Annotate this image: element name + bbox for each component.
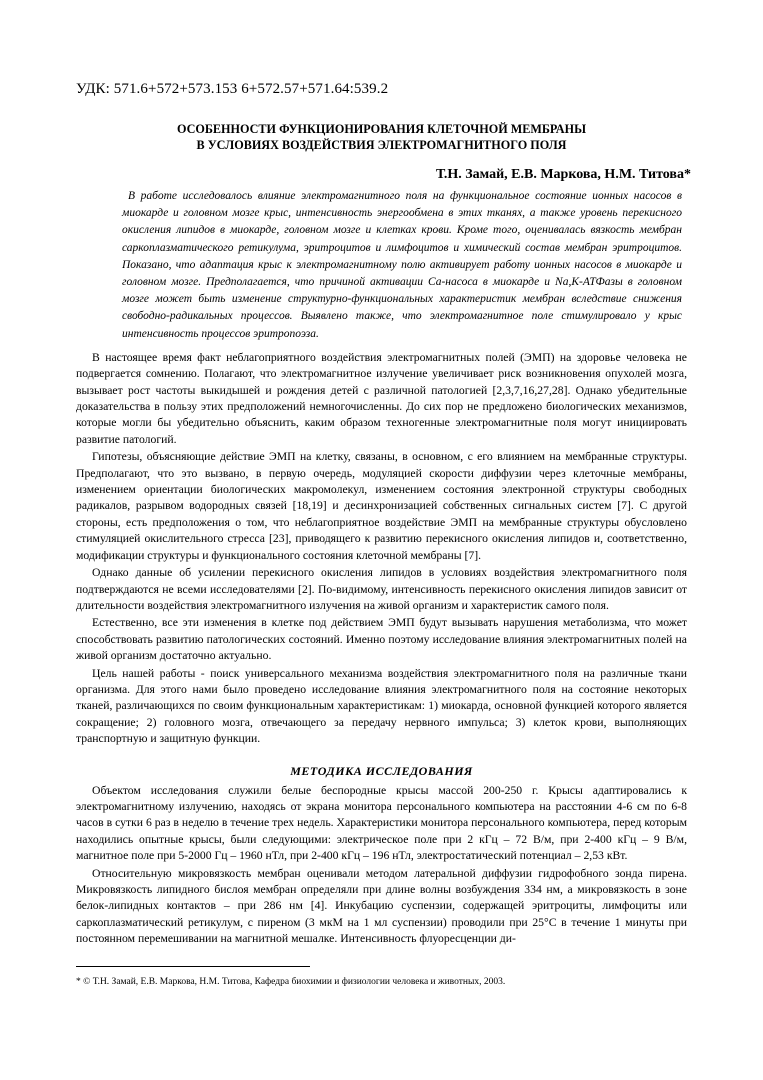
intro-paragraph-5: Цель нашей работы - поиск универсального механизма воздействия электромагнитного поля на различные ткани организма. Для этого нами было проведено исследование влияния электромагнитного поля на состояние некоторых тканей, различающихся по своим функциональным характеристикам: 1) миокарда, основной функцией которого является сокращение; 2) головного мозга, отвечающего за передачу нервного импульса; 3) клеток крови, выполняющих транспортную и защитную функции. bbox=[76, 666, 687, 746]
udk-code: УДК: 571.6+572+573.153 6+572.57+571.64:539.2 bbox=[76, 81, 389, 97]
article bbox=[76, 80, 691, 948]
abstract: В работе исследовалось влияние электромагнитного поля на функциональное состояние ионных насосов в миокарде и головном мозге крыс, интенсивность энергообмена в этих тканях, а также уровень перекисного окисления липидов в миокарде, головном мозге и клетках крови. Кроме того, оценивалась вязкость мембран саркоплазматического ретикулума, эритроцитов и лимфоцитов и химический состав мембран эритроцитов. Показано, что адаптация крыс к электромагнитному полю активирует работу ионных насосов в миокарде и головном мозге. Предполагается, что причиной активации Са-насоса в миокарде и Na,K-АТФазы в головном мозге может быть изменение структурно-функциональных характеристик мембран вследствие снижения свободно-радикальных процессов. Выявлено также, что электромагнитное поле стимулировало у крыс интенсивность процессов эритропоэза. bbox=[122, 190, 682, 340]
article-title-line-2: В УСЛОВИЯХ ВОЗДЕЙСТВИЯ ЭЛЕКТРОМАГНИТНОГО ПОЛЯ bbox=[196, 138, 567, 152]
intro-paragraph-4: Естественно, все эти изменения в клетке под действием ЭМП будут вызывать нарушения метаболизма, что может способствовать развитию патологических состояний. Именно поэтому исследование влияния электромагнитных полей на живой организм достаточно актуально. bbox=[76, 616, 687, 663]
intro-paragraph-1: В настоящее время факт неблагоприятного воздействия электромагнитных полей (ЭМП) на здоровье человека не подвергается сомнению. Полагают, что электромагнитное излучение увеличивает риск возникновения опухолей мозга, вызывает рост частоты выкидышей и рождения детей с различной патологией [2,3,7,16,27,28]. Однако убедительные доказательства в пользу этих предположений немногочисленны. До сих пор не предложено биологических механизмов, которые могли бы убедительно объяснить, каким образом техногенные электромагнитные поля могут инициировать развитие патологий. bbox=[76, 350, 687, 446]
footnote-divider bbox=[76, 966, 310, 967]
article-title-line-1: ОСОБЕННОСТИ ФУНКЦИОНИРОВАНИЯ КЛЕТОЧНОЙ МЕМБРАНЫ bbox=[176, 122, 587, 136]
methods-paragraph-1: Объектом исследования служили белые беспородные крысы массой 200-250 г. Крысы адаптировались к электромагнитному излучению, находясь от экрана монитора персонального компьютера на расстоянии 4-6 см по 6-8 часов в сутки 6 раз в неделю в течение трех недель. Характеристики монитора персонального компьютера, перед которым находились опытные крысы, были следующими: электрическое поле при 2 кГц – 72 В/м, при 2-400 кГц – 9 В/м, магнитное поле при 5-2000 Гц – 1960 нТл, при 2-400 кГц – 196 нТл, электростатический потенциал – 2,53 кВт. bbox=[76, 783, 687, 863]
authors: Т.Н. Замай, Е.В. Маркова, Н.М. Титова* bbox=[435, 167, 691, 182]
intro-paragraph-2: Гипотезы, объясняющие действие ЭМП на клетку, связаны, в основном, с его влиянием на мембранные структуры. Предполагают, что это вызвано, в первую очередь, модуляцией скорости диффузии через клеточные мембраны, изменением ориентации биологических макромолекул, изменением состояния электронной структуры свободных радикалов, разрывом водородных связей [18,19] и десинхронизацией собственных сигнальных систем [7]. С другой стороны, есть предположения о том, что неблагоприятное воздействие ЭМП на мембранные структуры обусловлено стимуляцией окислительного стресса [23], приводящего к развитию перекисного окисления липидов и, соответственно, модификации структуры и функционального состояния клеточной мембраны [7]. bbox=[76, 450, 687, 562]
methods-paragraph-2: Относительную микровязкость мембран оценивали методом латеральной диффузии гидрофобного зонда пирена. Микровязкость липидного бислоя мембран определяли при длине волны возбуждения 334 нм, а микровязкость в зоне белок-липидных контактов – при 286 нм [4]. Инкубацию суспензии, содержащей эритроциты, лимфоциты или саркоплазматический ретикулум, с пиреном (3 мкМ на 1 мл суспензии) проводили при 25°С в течение 1 минуты при постоянном перемешивании на магнитной мешалке. Интенсивность флуоресценции ди- bbox=[76, 866, 687, 946]
footnote: * © Т.Н. Замай, Е.В. Маркова, Н.М. Титова, Кафедра биохимии и физиологии человека и животных, 2003. bbox=[76, 977, 506, 987]
section-heading-methods: МЕТОДИКА ИССЛЕДОВАНИЯ bbox=[290, 763, 473, 778]
intro-paragraph-3: Однако данные об усилении перекисного окисления липидов в условиях воздействия электромагнитного поля подтверждаются не всеми исследователями [2]. По-видимому, интенсивность перекисного окисления липидов зависит от длительности воздействия электромагнитного излучения на живой организм и характеристик самого поля. bbox=[76, 566, 687, 612]
